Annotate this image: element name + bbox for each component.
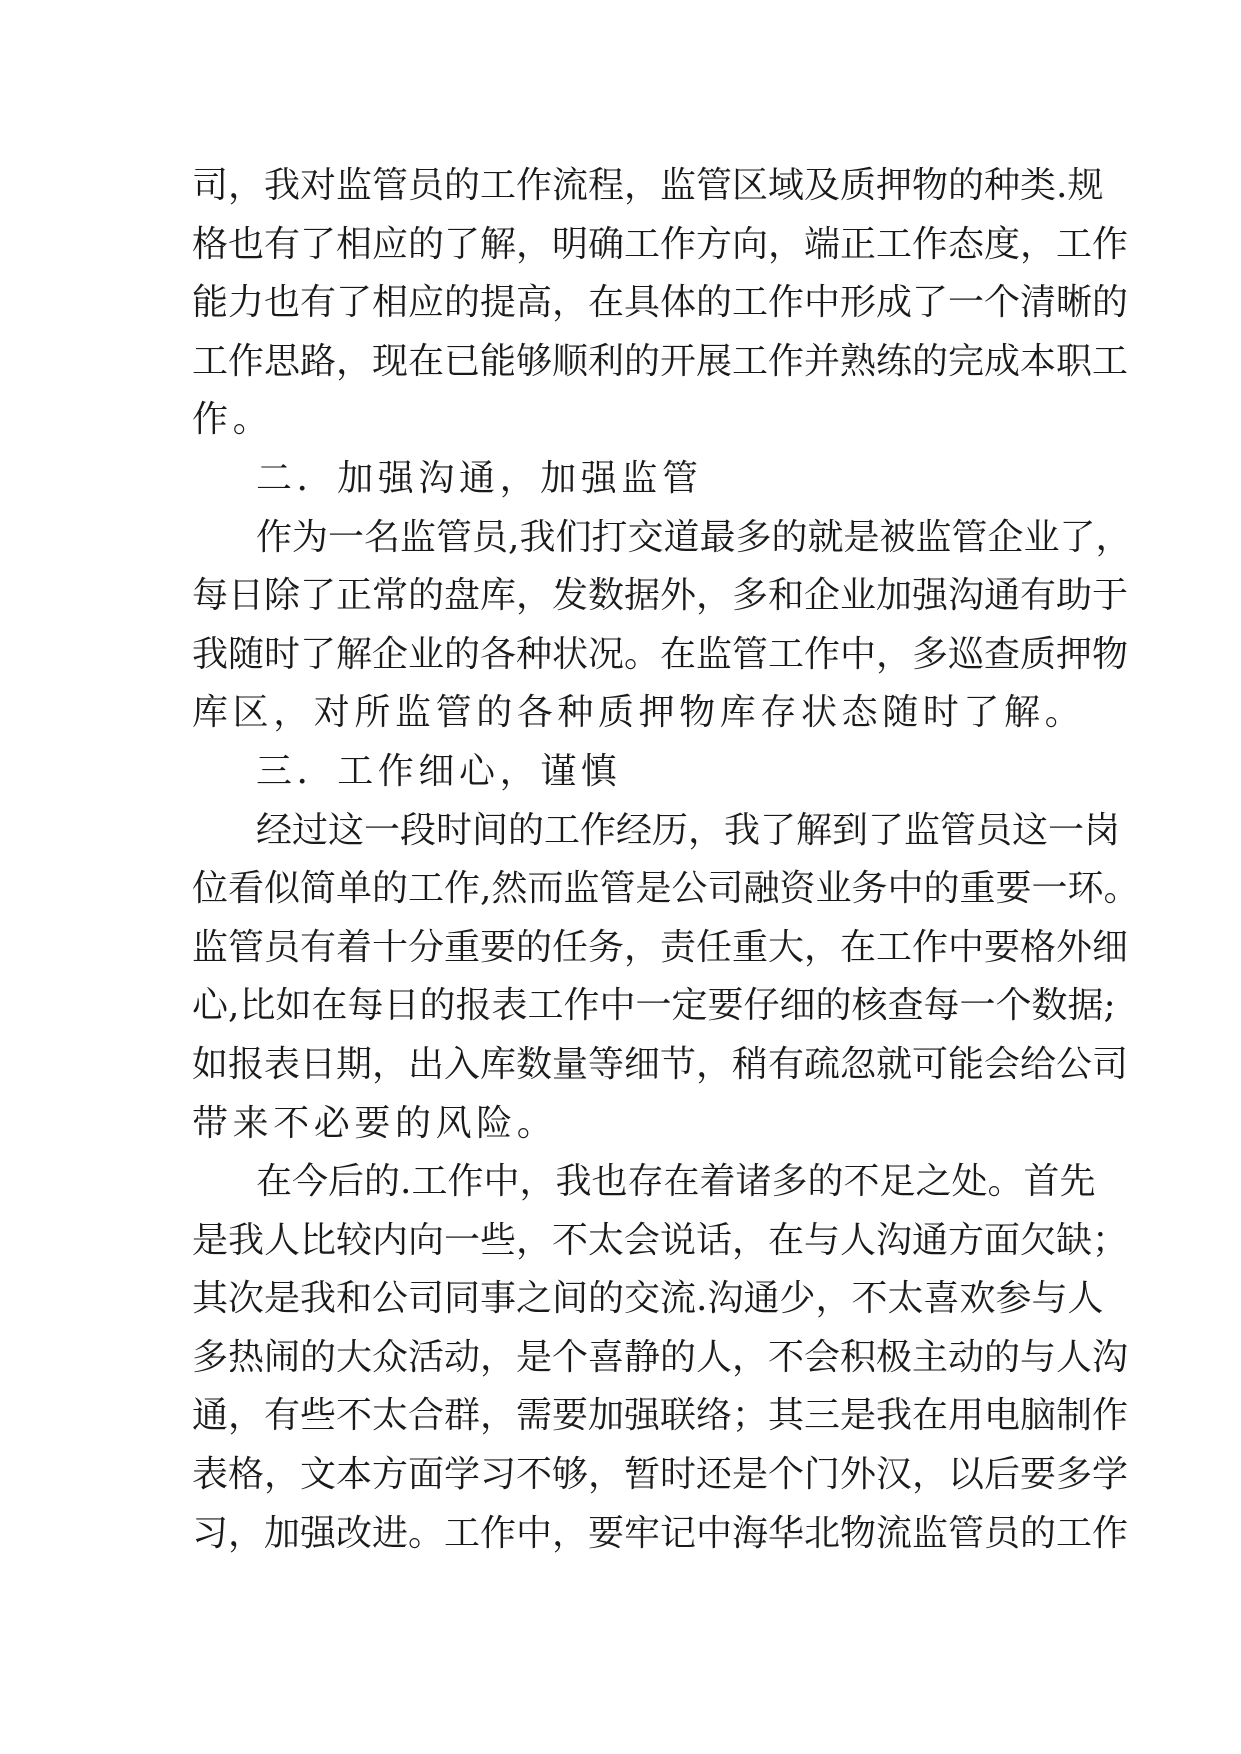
text-line: 多热闹的大众活动，是个喜静的人，不会积极主动的与人沟: [192, 1336, 1129, 1378]
section-heading: 三．工作细心，谨慎: [256, 750, 622, 792]
text-line: 其次是我和公司同事之间的交流.沟通少，不太喜欢参与人: [192, 1278, 1104, 1320]
text-line: 经过这一段时间的工作经历，我了解到了监管员这一岗: [256, 809, 1121, 851]
text-line: 表格，文本方面学习不够，暂时还是个门外汉，以后要多学: [192, 1454, 1129, 1496]
text-line: 带来不必要的风险。: [192, 1102, 558, 1144]
text-line: 作为一名监管员,我们打交道最多的就是被监管企业了，: [256, 516, 1132, 558]
text-line: 库区，对所监管的各种质押物库存状态随时了解。: [192, 692, 1086, 734]
text-line: 能力也有了相应的提高，在具体的工作中形成了一个清晰的: [192, 282, 1129, 324]
text-line: 位看似简单的工作,然而监管是公司融资业务中的重要一环。: [192, 868, 1140, 910]
text-line: 格也有了相应的了解，明确工作方向，端正工作态度，工作: [192, 223, 1129, 265]
text-line: 如报表日期，出入库数量等细节，稍有疏忽就可能会给公司: [192, 1043, 1129, 1085]
text-line: 心,比如在每日的报表工作中一定要仔细的核查每一个数据;: [192, 985, 1116, 1027]
text-line: 司，我对监管员的工作流程，监管区域及质押物的种类.规: [192, 165, 1104, 206]
text-line: 作。: [192, 399, 274, 441]
text-line: 每日除了正常的盘库，发数据外，多和企业加强沟通有助于: [192, 575, 1129, 617]
text-line: 我随时了解企业的各种状况。在监管工作中，多巡查质押物: [192, 633, 1129, 675]
text-line: 通，有些不太合群，需要加强联络；其三是我在用电脑制作: [192, 1395, 1129, 1437]
text-line: 是我人比较内向一些，不太会说话，在与人沟通方面欠缺；: [192, 1219, 1129, 1261]
text-line: 习，加强改进。工作中，要牢记中海华北物流监管员的工作: [192, 1512, 1129, 1554]
text-line: 监管员有着十分重要的任务，责任重大，在工作中要格外细: [192, 926, 1129, 968]
text-line: 工作思路，现在已能够顺利的开展工作并熟练的完成本职工: [192, 340, 1129, 382]
body-text: [192, 157, 1140, 1563]
section-heading: 二．加强沟通，加强监管: [256, 457, 703, 499]
text-line: 在今后的.工作中，我也存在着诸多的不足之处。首先: [256, 1161, 1096, 1203]
